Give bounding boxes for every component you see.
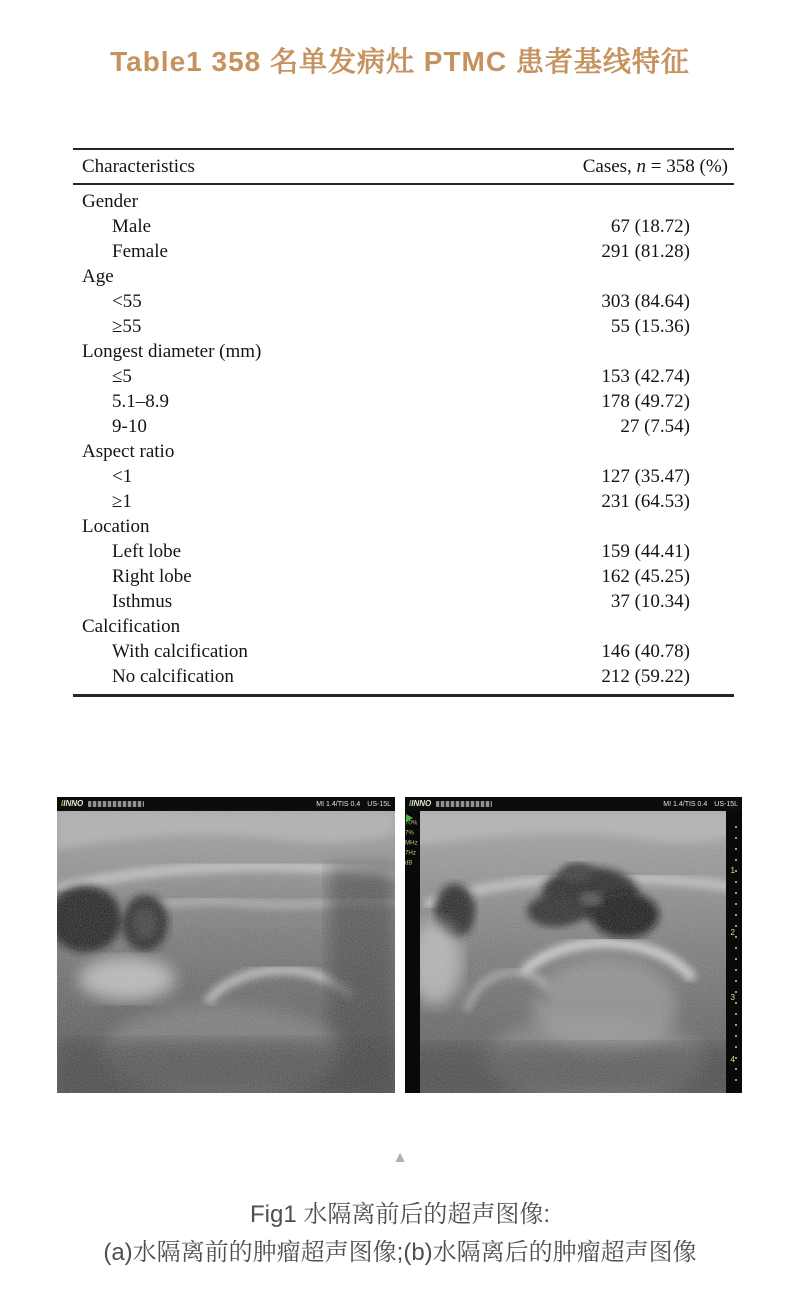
row-value: [690, 614, 734, 639]
table-body: [73, 185, 734, 697]
table-row: [73, 314, 734, 339]
row-value: [690, 439, 734, 464]
row-label: ≤5: [112, 366, 132, 387]
row-label: Gender: [82, 191, 138, 212]
caption-line-2: (a)水隔离前的肿瘤超声图像;(b)水隔离后的肿瘤超声图像: [103, 1239, 697, 1266]
row-label: 5.1–8.9: [112, 391, 169, 412]
table-row: [73, 514, 734, 539]
row-value: 55 (15.36): [610, 316, 690, 337]
collapse-arrow-icon[interactable]: ▲: [392, 1149, 408, 1166]
row-label: ≥55: [112, 316, 142, 337]
ruler-number: 2: [730, 928, 735, 938]
row-value: 162 (45.25): [601, 566, 690, 587]
table-row: [73, 339, 734, 364]
row-label: Age: [82, 266, 114, 287]
ultrasound-a-canvas: [57, 811, 395, 1093]
table-row: [73, 264, 734, 289]
row-value: 67 (18.72): [610, 216, 690, 237]
scanner-logo: IINNO: [61, 799, 84, 808]
table-row: [73, 414, 734, 439]
us-param: dB: [405, 859, 413, 867]
probe-value: US-15L: [367, 800, 391, 808]
row-value: 27 (7.54): [620, 416, 690, 437]
ultrasound-a-header-bar: [57, 797, 395, 811]
figure-caption: [0, 1196, 800, 1272]
row-label: Location: [82, 516, 150, 537]
row-label: Right lobe: [112, 566, 192, 587]
caption-line-1: Fig1 水隔离前后的超声图像:: [249, 1201, 551, 1228]
scan-settings: [316, 801, 391, 808]
row-label: <55: [112, 291, 142, 312]
table-row: [73, 589, 734, 614]
us-ruler: [726, 811, 742, 1093]
us-param: 7%: [405, 829, 414, 837]
row-value: [690, 339, 734, 364]
table-row: [73, 389, 734, 414]
row-value: 153 (42.74): [601, 366, 690, 387]
ultrasound-b-canvas: [405, 811, 742, 1093]
table-row: [73, 364, 734, 389]
row-value: 231 (64.53): [601, 491, 690, 512]
table-row: [73, 189, 734, 214]
row-label: ≥1: [112, 491, 132, 512]
table-row: [73, 239, 734, 264]
table-row: [73, 439, 734, 464]
row-label: Left lobe: [112, 541, 182, 562]
page-title: Table1 358 名单发病灶 PTMC 患者基线特征: [110, 46, 690, 77]
table-row: [73, 639, 734, 664]
row-value: [690, 189, 734, 214]
baseline-characteristics-table: [73, 148, 734, 697]
row-label: <1: [112, 466, 133, 487]
row-value: 178 (49.72): [601, 391, 690, 412]
us-param: MHz: [405, 839, 418, 847]
clinic-name-blurred: [88, 801, 144, 807]
row-label: No calcification: [112, 666, 234, 687]
row-value: [690, 514, 734, 539]
us-param: 70%: [405, 819, 418, 827]
table-row: [73, 664, 734, 689]
row-value: 291 (81.28): [601, 241, 690, 262]
table-row: [73, 464, 734, 489]
probe-orientation-marker: [406, 814, 413, 822]
row-value: 146 (40.78): [601, 641, 690, 662]
us-params: [405, 811, 420, 1093]
clinic-name-blurred: [436, 801, 492, 807]
mi-tis-value: MI 1.4/TIS 0.4: [663, 800, 708, 808]
table-row: [73, 539, 734, 564]
table-header-row: [73, 148, 734, 185]
ruler-number: 3: [730, 993, 735, 1003]
mi-tis-value: MI 1.4/TIS 0.4: [316, 800, 361, 808]
row-value: [690, 264, 734, 289]
col-header-cases: Cases, n = 358 (%): [582, 155, 728, 177]
row-label: With calcification: [112, 641, 248, 662]
row-label: Male: [112, 216, 152, 237]
ultrasound-image-b[interactable]: [405, 797, 742, 1093]
row-value: 127 (35.47): [601, 466, 690, 487]
scan-settings: [663, 801, 738, 808]
col-header-characteristics: Characteristics: [82, 155, 195, 177]
ruler-ticks: [735, 817, 737, 1087]
row-label: Calcification: [82, 616, 181, 637]
row-label: 9-10: [112, 416, 147, 437]
table-row: [73, 489, 734, 514]
us-param: 7Hz: [405, 849, 416, 857]
row-label: Female: [112, 241, 168, 262]
row-label: Aspect ratio: [82, 441, 175, 462]
scanner-logo: IINNO: [409, 799, 432, 808]
table-row: [73, 214, 734, 239]
table-row: [73, 289, 734, 314]
row-value: 37 (10.34): [610, 591, 690, 612]
row-value: 303 (84.64): [601, 291, 690, 312]
row-label: Longest diameter (mm): [82, 341, 262, 362]
table-row: [73, 614, 734, 639]
row-value: 159 (44.41): [601, 541, 690, 562]
ruler-number: 1: [730, 866, 735, 876]
row-value: 212 (59.22): [601, 666, 690, 687]
row-label: Isthmus: [112, 591, 173, 612]
probe-value: US-15L: [714, 800, 738, 808]
ultrasound-b-header-bar: [405, 797, 742, 811]
ruler-number: 4: [730, 1055, 735, 1065]
table-row: [73, 564, 734, 589]
ultrasound-image-a[interactable]: [57, 797, 395, 1093]
